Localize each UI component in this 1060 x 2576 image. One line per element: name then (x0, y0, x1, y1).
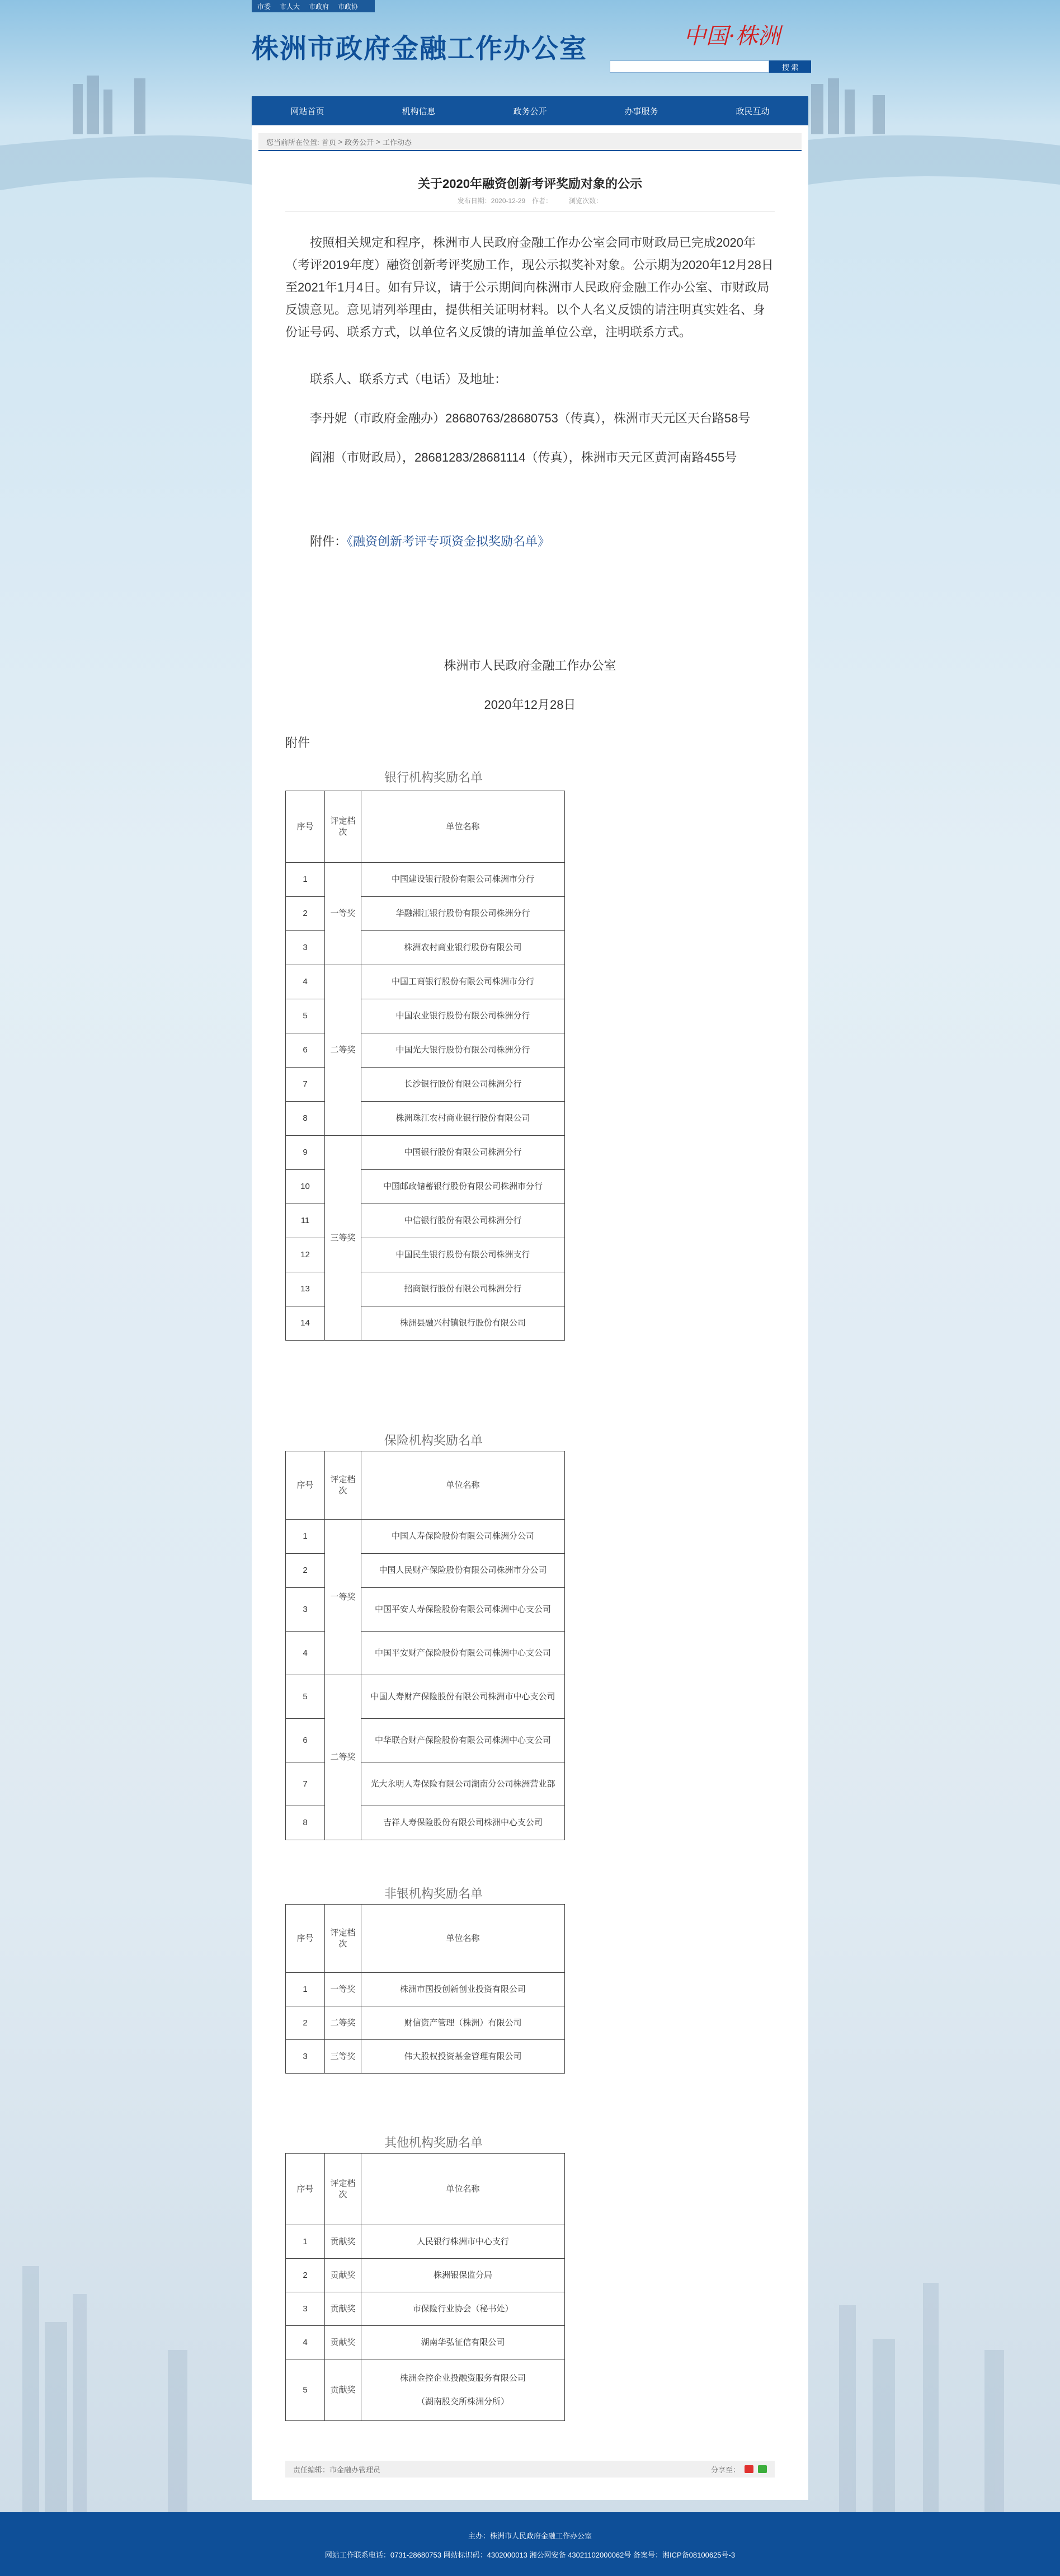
table-header-row (286, 1905, 565, 1973)
nav-item-agency-info[interactable]: 机构信息 (402, 106, 436, 116)
row-seq: 2 (286, 897, 325, 931)
table-row (286, 2359, 565, 2421)
org-name-text: 长沙银行股份有限公司株洲分行 (404, 1079, 522, 1089)
org-name-text: 人民银行株洲市中心支行 (416, 2236, 509, 2246)
logo-text: 中国·株洲 (684, 23, 780, 49)
row-rank: 贡献奖 (325, 2359, 361, 2421)
row-org-name (361, 863, 565, 897)
row-seq: 1 (286, 1973, 325, 2006)
editor-label: 责任编辑：市金融办管理员 (293, 2465, 381, 2474)
insurance-table-title: 保险机构奖励名单 (384, 1433, 483, 1447)
breadcrumb-work-news[interactable]: 工作动态 (382, 138, 412, 147)
row-org-name (361, 2259, 565, 2292)
signature-date: 2020年12月28日 (484, 698, 576, 712)
row-seq: 4 (286, 965, 325, 999)
row-seq: 6 (286, 1033, 325, 1068)
row-seq: 8 (286, 1806, 325, 1840)
org-name-text: 中国建设银行股份有限公司株洲市分行 (391, 875, 534, 884)
search-input[interactable] (610, 60, 769, 73)
breadcrumb-separator: > (376, 137, 380, 146)
row-org-name (361, 1068, 565, 1102)
row-seq: 1 (286, 863, 325, 897)
row-org-name (361, 1973, 565, 2006)
row-seq: 5 (286, 2359, 325, 2421)
row-org-name (361, 2326, 565, 2359)
row-org-name (361, 1306, 565, 1341)
row-org-name (361, 1806, 565, 1840)
row-rank: 三等奖 (325, 1136, 361, 1341)
row-org-name (361, 1170, 565, 1204)
row-seq: 5 (286, 1675, 325, 1719)
top-links-bar (252, 0, 375, 12)
table-row (286, 2292, 565, 2326)
contact-label: 联系人、联系方式（电话）及地址： (310, 372, 507, 386)
table-row (286, 2040, 565, 2074)
row-org-name (361, 2040, 565, 2074)
row-org-name (361, 1632, 565, 1675)
row-seq: 5 (286, 999, 325, 1033)
org-name-text: 中国工商银行股份有限公司株洲市分行 (391, 977, 534, 986)
main-content (252, 125, 808, 2500)
row-seq: 7 (286, 1068, 325, 1102)
row-org-name (361, 1238, 565, 1272)
org-name-text: 招商银行股份有限公司株洲分行 (404, 1284, 522, 1294)
divider (285, 211, 775, 212)
nav-item-services[interactable]: 办事服务 (624, 106, 658, 116)
footer-sponsor: 主办：株洲市人民政府金融工作办公室 (468, 2532, 592, 2540)
header-seq: 序号 (286, 1451, 325, 1520)
nonbank-award-table (285, 1904, 565, 2074)
table-row (286, 1520, 565, 1554)
row-org-name (361, 1272, 565, 1306)
row-seq: 14 (286, 1306, 325, 1341)
appendix-label: 附件 (285, 736, 310, 750)
org-name-text: 光大永明人寿保险有限公司湖南分公司株洲营业部 (370, 1779, 555, 1789)
article-meta: 发布日期：2020-12-29 作者： 浏览次数： (457, 197, 603, 205)
row-seq: 1 (286, 1520, 325, 1554)
row-rank: 贡献奖 (325, 2326, 361, 2359)
insurance-award-table (285, 1451, 565, 1840)
header-name: 单位名称 (361, 791, 565, 863)
row-rank: 二等奖 (325, 965, 361, 1136)
row-seq: 10 (286, 1170, 325, 1204)
notice-paragraph: 按照相关规定和程序，株洲市人民政府金融工作办公室会同市财政局已完成2020年（考评2019年度）融资创新考评奖励工作，现公示拟奖补对象。公示期为2020年12月28日至2021年1月4日。如有异议，请于公示期间向株洲市人民政府金融工作办公室、市财政局反馈意见。意见请列举理由，提供相关证明材料。以个人名义反馈的请注明真实姓名、身份证号码、联系方式，以单位名义反馈的请加盖单位公章，注明联系方式。 (285, 236, 774, 339)
table-row (286, 2326, 565, 2359)
row-seq: 3 (286, 2040, 325, 2074)
row-seq: 1 (286, 2225, 325, 2259)
row-org-name (361, 1675, 565, 1719)
org-name-text: 中国民生银行股份有限公司株洲支行 (395, 1250, 530, 1259)
table-row (286, 1973, 565, 2006)
row-org-name (361, 1204, 565, 1238)
header-name: 单位名称 (361, 2154, 565, 2225)
header-rank: 评定档次 (325, 1905, 361, 1973)
row-rank: 贡献奖 (325, 2259, 361, 2292)
footer-info: 网站工作联系电话：0731-28680753 网站标识码：4302000013 湘公网安备 43021102000062号 备案号：湘ICP备08100625号-3 (324, 2551, 736, 2559)
contact-line-1: 李丹妮（市政府金融办）28680763/28680753（传真），株洲市天元区天台路58号 (310, 411, 751, 425)
row-seq: 2 (286, 2006, 325, 2040)
header-rank: 评定档次 (325, 791, 361, 863)
table-row (286, 2006, 565, 2040)
row-seq: 4 (286, 1632, 325, 1675)
other-award-table (285, 2153, 565, 2421)
row-rank: 贡献奖 (325, 2225, 361, 2259)
attachment-line (285, 530, 775, 553)
nav-item-interaction[interactable]: 政民互动 (736, 106, 770, 116)
row-rank: 贡献奖 (325, 2292, 361, 2326)
attachment-link[interactable]: 《融资创新考评专项资金拟奖励名单》 (347, 534, 550, 548)
org-name-subtext: （湖南股交所株洲分所） (416, 2396, 509, 2406)
weibo-share-icon[interactable] (745, 2465, 753, 2473)
row-rank: 二等奖 (325, 2006, 361, 2040)
org-name-text: 株洲金控企业投融资服务有限公司 (399, 2373, 526, 2383)
header-name: 单位名称 (361, 1451, 565, 1520)
org-name-text: 株洲县融兴村镇银行股份有限公司 (399, 1318, 526, 1328)
row-org-name (361, 965, 565, 999)
org-name-text: 中国银行股份有限公司株洲分行 (404, 1148, 522, 1157)
header-rank: 评定档次 (325, 2154, 361, 2225)
org-name-text: 中华联合财产保险股份有限公司株洲中心支公司 (374, 1735, 551, 1745)
top-link-party[interactable]: 市委 (257, 2, 271, 11)
org-name-text: 财信资产管理（株洲）有限公司 (404, 2018, 522, 2028)
row-seq: 12 (286, 1238, 325, 1272)
row-seq: 3 (286, 931, 325, 965)
row-org-name (361, 1520, 565, 1554)
table-row (286, 1136, 565, 1170)
attachment-label: 附件： (310, 534, 347, 548)
header-rank: 评定档次 (325, 1451, 361, 1520)
header-seq: 序号 (286, 1905, 325, 1973)
org-name-text: 吉祥人寿保险股份有限公司株洲中心支公司 (383, 1818, 543, 1827)
row-org-name (361, 1033, 565, 1068)
bank-award-table (285, 791, 565, 1341)
breadcrumb-home[interactable]: 首页 (321, 138, 336, 147)
table-header-row (286, 1451, 565, 1520)
wechat-share-icon[interactable] (758, 2465, 767, 2473)
row-seq: 2 (286, 1554, 325, 1588)
org-name-text: 中国光大银行股份有限公司株洲分行 (395, 1045, 530, 1055)
share-bar (285, 2461, 775, 2478)
table-row (286, 863, 565, 897)
row-seq: 11 (286, 1204, 325, 1238)
table-row (286, 965, 565, 999)
row-org-name (361, 2292, 565, 2326)
row-org-name (361, 931, 565, 965)
org-name-text: 中国农业银行股份有限公司株洲分行 (395, 1011, 530, 1021)
org-name-text: 中国人寿保险股份有限公司株洲分公司 (391, 1531, 534, 1541)
table-row (286, 1675, 565, 1719)
row-org-name (361, 1719, 565, 1762)
row-org-name (361, 1554, 565, 1588)
nav-item-government-affairs[interactable]: 政务公开 (513, 106, 547, 116)
row-org-name (361, 2359, 565, 2421)
search-button[interactable]: 搜 索 (769, 60, 811, 73)
footer (0, 2512, 1060, 2576)
row-rank: 一等奖 (325, 1520, 361, 1675)
share-group (711, 2464, 767, 2475)
contact-line-2: 阎湘（市财政局），28681283/28681114（传真），株洲市天元区黄河南路455号 (310, 450, 737, 464)
row-seq: 8 (286, 1102, 325, 1136)
org-name-text: 中国人民财产保险股份有限公司株洲市分公司 (379, 1566, 547, 1575)
org-name-text: 中国邮政储蓄银行股份有限公司株洲市分行 (383, 1182, 543, 1191)
header-name: 单位名称 (361, 1905, 565, 1973)
row-seq: 3 (286, 2292, 325, 2326)
org-name-text: 株洲银保监分局 (433, 2270, 492, 2280)
row-org-name (361, 2006, 565, 2040)
row-seq: 6 (286, 1719, 325, 1762)
org-name-text: 株洲农村商业银行股份有限公司 (404, 943, 522, 952)
china-zhuzhou-logo-icon (684, 15, 801, 54)
org-name-text: 中国平安人寿保险股份有限公司株洲中心支公司 (374, 1604, 551, 1614)
bank-table-title: 银行机构奖励名单 (384, 770, 483, 784)
article-title: 关于2020年融资创新考评奖励对象的公示 (418, 177, 642, 191)
row-org-name (361, 1588, 565, 1632)
breadcrumb-separator: > (338, 137, 343, 146)
org-name-text: 市保险行业协会（秘书处） (412, 2304, 513, 2314)
org-name-text: 中国平安财产保险股份有限公司株洲中心支公司 (374, 1648, 551, 1658)
org-name-text: 株洲珠江农村商业银行股份有限公司 (395, 1113, 530, 1123)
row-rank: 二等奖 (325, 1675, 361, 1840)
top-link-cppcc[interactable]: 市政协 (338, 2, 359, 11)
top-link-government[interactable]: 市政府 (309, 2, 329, 11)
row-seq: 7 (286, 1762, 325, 1806)
org-name-text: 中信银行股份有限公司株洲分行 (404, 1216, 522, 1225)
org-name-text: 湖南华弘征信有限公司 (421, 2337, 505, 2347)
nonbank-table-title: 非银机构奖励名单 (384, 1887, 483, 1901)
breadcrumb (258, 133, 802, 151)
row-org-name (361, 999, 565, 1033)
nav-item-home[interactable]: 网站首页 (290, 106, 324, 116)
top-link-congress[interactable]: 市人大 (280, 2, 300, 11)
row-org-name (361, 1102, 565, 1136)
other-table-title: 其他机构奖励名单 (384, 2136, 483, 2150)
breadcrumb-government-affairs[interactable]: 政务公开 (345, 138, 374, 147)
org-name-text: 中国人寿财产保险股份有限公司株洲市中心支公司 (370, 1691, 555, 1701)
table-row (286, 2259, 565, 2292)
row-org-name (361, 2225, 565, 2259)
share-label: 分享至： (710, 2465, 740, 2474)
site-title: 株洲市政府金融工作办公室 (252, 33, 588, 64)
signature-org: 株洲市人民政府金融工作办公室 (444, 659, 616, 673)
breadcrumb-label: 您当前所在位置: (266, 138, 319, 147)
table-row (286, 2225, 565, 2259)
header-seq: 序号 (286, 791, 325, 863)
row-org-name (361, 1762, 565, 1806)
header-seq: 序号 (286, 2154, 325, 2225)
row-rank: 一等奖 (325, 1973, 361, 2006)
org-name-text: 华融湘江银行股份有限公司株洲分行 (395, 909, 530, 918)
org-name-text: 株洲市国投创新创业投资有限公司 (399, 1984, 526, 1994)
row-seq: 3 (286, 1588, 325, 1632)
row-rank: 一等奖 (325, 863, 361, 965)
row-rank: 三等奖 (325, 2040, 361, 2074)
table-header-row (286, 2154, 565, 2225)
row-seq: 2 (286, 2259, 325, 2292)
row-seq: 9 (286, 1136, 325, 1170)
row-org-name (361, 897, 565, 931)
org-name-text: 伟大股权投资基金管理有限公司 (404, 2051, 522, 2061)
row-seq: 13 (286, 1272, 325, 1306)
table-header-row (286, 791, 565, 863)
main-nav (252, 96, 808, 125)
row-org-name (361, 1136, 565, 1170)
row-seq: 4 (286, 2326, 325, 2359)
